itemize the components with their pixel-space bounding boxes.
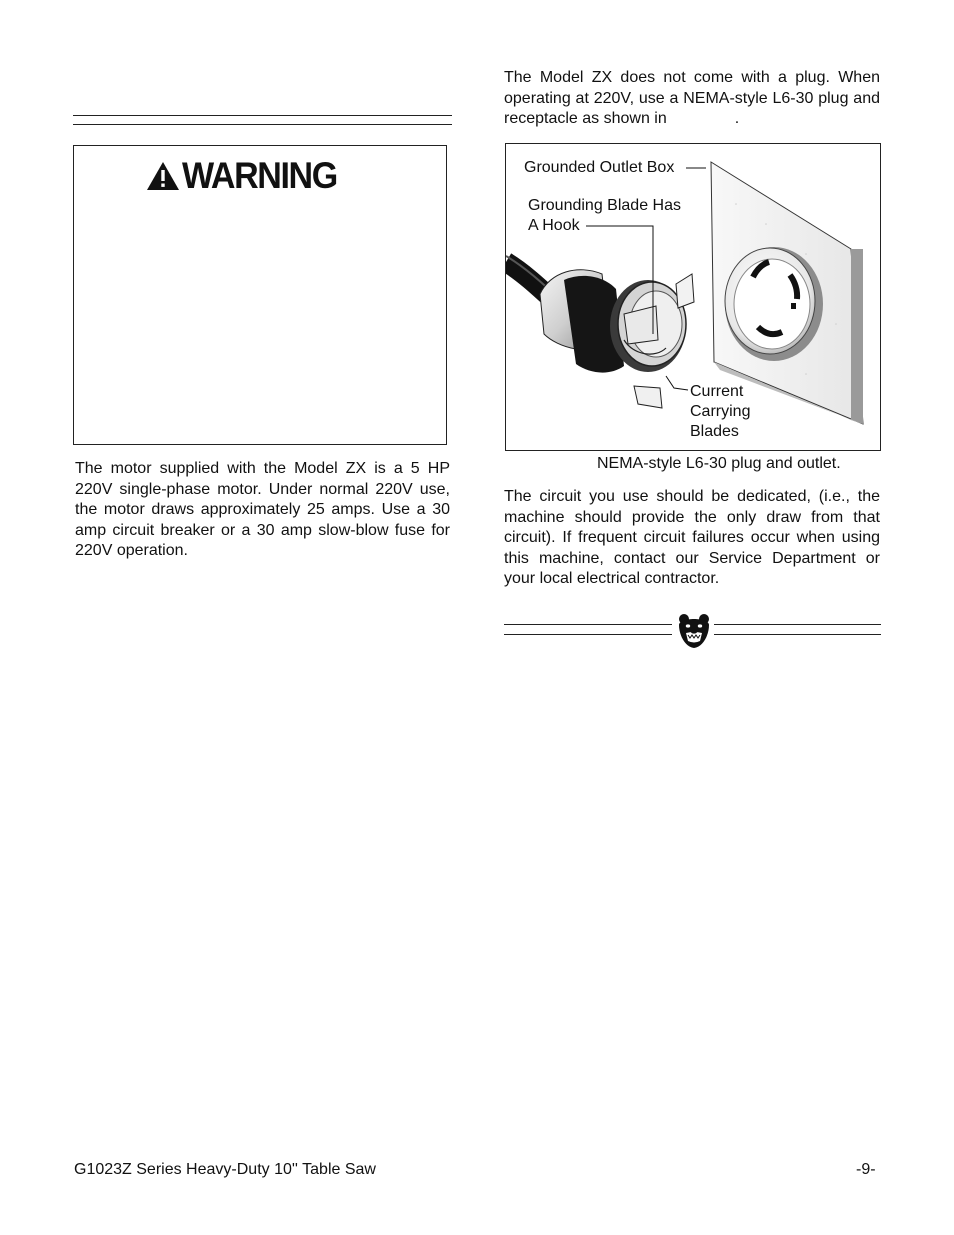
label-grounding-blade-line2: A Hook [528,217,580,234]
section-rule-bottom [73,124,452,125]
motor-paragraph: The motor supplied with the Model ZX is a 5 HP 220V single-phase motor. Under normal 220V use, the motor draws approximately 25 amps. Use a 30 amp circuit breaker or a 30 amp slow-blow fuse for 220V operation. [75,460,450,559]
bear-logo-icon [675,611,713,649]
page-number: -9- [856,1161,876,1178]
figure-box [505,143,881,451]
warning-box [73,145,447,445]
label-grounding-blade-line1: Grounding Blade Has [528,197,681,214]
intro-text: The Model ZX does not come with a plug. When operating at 220V, use a NEMA-style L6-30 plug and receptacle as shown in [504,69,880,127]
warning-label: WARNING [182,155,337,196]
section-rule-top [73,115,452,116]
label-current-line3: Blades [690,423,739,440]
intro-trailing: . [734,110,740,127]
footer-title: G1023Z Series Heavy-Duty 10'' Table Saw [74,1161,376,1178]
divider-right-top [714,624,881,625]
divider-left-top [504,624,672,625]
label-grounded-outlet-box: Grounded Outlet Box [524,159,675,176]
circuit-paragraph: The circuit you use should be dedicated, (i.e., the machine should provide the only draw from that circuit). If frequent circuit failures occur when using this machine, contact our Service Department or your local electrical contractor. [504,488,880,587]
warning-header [146,156,350,196]
warning-triangle-icon [146,160,180,192]
divider-right-bottom [714,634,881,635]
intro-paragraph [504,68,880,130]
label-current-line1: Current [690,383,744,400]
label-current-line2: Carrying [690,403,751,420]
figure-caption: NEMA-style L6-30 plug and outlet. [597,455,841,472]
divider-left-bottom [504,634,672,635]
